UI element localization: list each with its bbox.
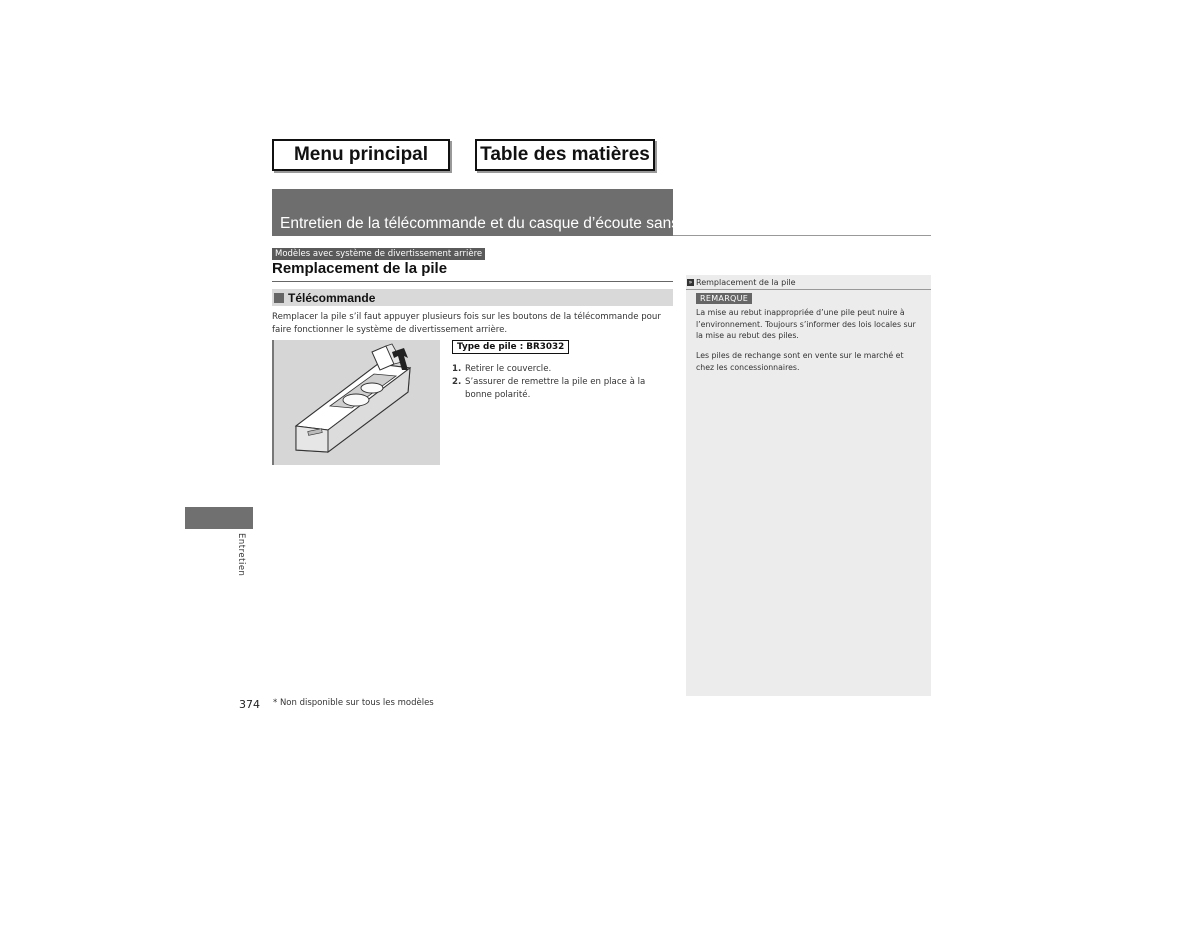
steps-list: [452, 363, 674, 402]
note-text-1: La mise au rebut inappropriée d’une pile peut nuire à l’environnement. Toujours s’informer des lois locales sur la mise au rebut des piles.: [696, 308, 916, 340]
footnote: * Non disponible sur tous les modèles: [273, 698, 434, 708]
note-badge: REMARQUE: [696, 293, 752, 304]
battery-type-label: Type de pile : BR3032: [452, 340, 569, 354]
note-text-2: Les piles de rechange sont en vente sur le marché et chez les concessionnaires.: [696, 351, 904, 372]
chapter-title-text: Entretien de la télécommande et du casque d’écoute sans fil: [280, 215, 695, 232]
subsection-title: Télécommande: [288, 290, 376, 305]
side-note-panel: [686, 275, 931, 696]
step-item: [452, 376, 674, 402]
page-number: 374: [239, 698, 260, 711]
subsection-bar: [272, 289, 673, 306]
remote-control-icon: [274, 340, 440, 465]
section-rule: [272, 281, 673, 282]
intro-text: Remplacer la pile s’il faut appuyer plusieurs fois sur les boutons de la télécommande pour faire fonctionner le système de divertissement arrière.: [272, 312, 661, 335]
chapter-rule: [673, 235, 931, 236]
side-panel-header: [686, 275, 931, 290]
chapter-banner: [272, 189, 699, 236]
chapter-title: [280, 214, 698, 233]
double-arrow-icon: »: [688, 278, 693, 286]
model-tag: Modèles avec système de divertissement arrière: [272, 248, 485, 260]
step-number: 1.: [452, 364, 462, 374]
chapter-side-tab[interactable]: [185, 507, 253, 529]
section-title: Remplacement de la pile: [272, 260, 448, 277]
table-of-contents-button[interactable]: Table des matières: [475, 139, 655, 171]
step-item: [452, 363, 674, 376]
step-number: 2.: [452, 377, 462, 387]
main-menu-button[interactable]: Menu principal: [272, 139, 450, 171]
chapter-title-mark: *: [694, 213, 699, 225]
side-panel-title: Remplacement de la pile: [696, 277, 796, 287]
square-bullet-icon: [274, 293, 284, 303]
step-text: S’assurer de remettre la pile en place à la bonne polarité.: [465, 377, 646, 400]
step-text: Retirer le couvercle.: [465, 364, 552, 374]
remote-battery-illustration: [272, 340, 440, 465]
chapter-side-tab-label: Entretien: [236, 533, 246, 577]
